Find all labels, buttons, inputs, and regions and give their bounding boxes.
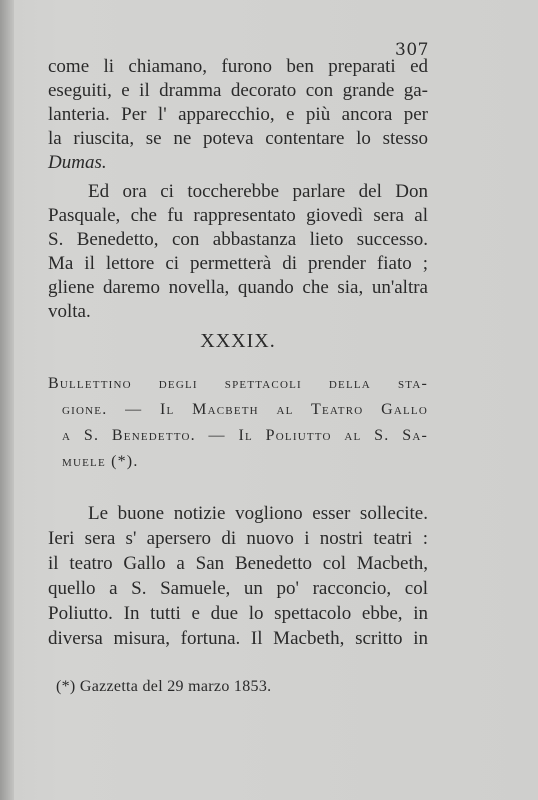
section-title-line: muele (*). (62, 453, 139, 470)
text-line: Le buone notizie vogliono esser sollecite. (88, 503, 428, 524)
text-line: quello a S. Samuele, un po' racconcio, col (48, 578, 428, 599)
text-line: come li chiamano, furono ben preparati ed (48, 56, 428, 77)
text-line: eseguiti, e il dramma decorato con grande ga- (48, 80, 428, 101)
section-heading: XXXIX. (200, 330, 276, 352)
section-title-line: Bullettino degli spettacoli della sta- (48, 375, 428, 392)
section-title-line: gione. — Il Macbeth al Teatro Gallo (62, 401, 428, 418)
page-number: 307 (395, 40, 429, 60)
text-line: diversa misura, fortuna. Il Macbeth, scritto in (48, 628, 428, 649)
text-line: lanteria. Per l' apparecchio, e più ancora per (48, 104, 428, 125)
section-title-line: a S. Benedetto. — Il Poliutto al S. Sa- (62, 427, 428, 444)
footnote: (*) Gazzetta del 29 marzo 1853. (56, 678, 272, 695)
text-line: Poliutto. In tutti e due lo spettacolo ebbe, in (48, 603, 428, 624)
text-line: Ma il lettore ci permetterà di prender fiato ; (48, 253, 428, 274)
text-line: il teatro Gallo a San Benedetto col Macbeth, (48, 553, 428, 574)
text-line: volta. (48, 301, 91, 322)
text-line: Ieri sera s' apersero di nuovo i nostri teatri : (48, 528, 428, 549)
page-spine-shadow (0, 0, 14, 800)
text-line: Ed ora ci toccherebbe parlare del Don (88, 181, 428, 202)
text-line: gliene daremo novella, quando che sia, un'altra (48, 277, 428, 298)
text-line: Dumas. (48, 152, 107, 173)
text-line: Pasquale, che fu rappresentato giovedì sera al (48, 205, 428, 226)
text-line: S. Benedetto, con abbastanza lieto successo. (48, 229, 428, 250)
text-line: la riuscita, se ne poteva contentare lo stesso (48, 128, 428, 149)
